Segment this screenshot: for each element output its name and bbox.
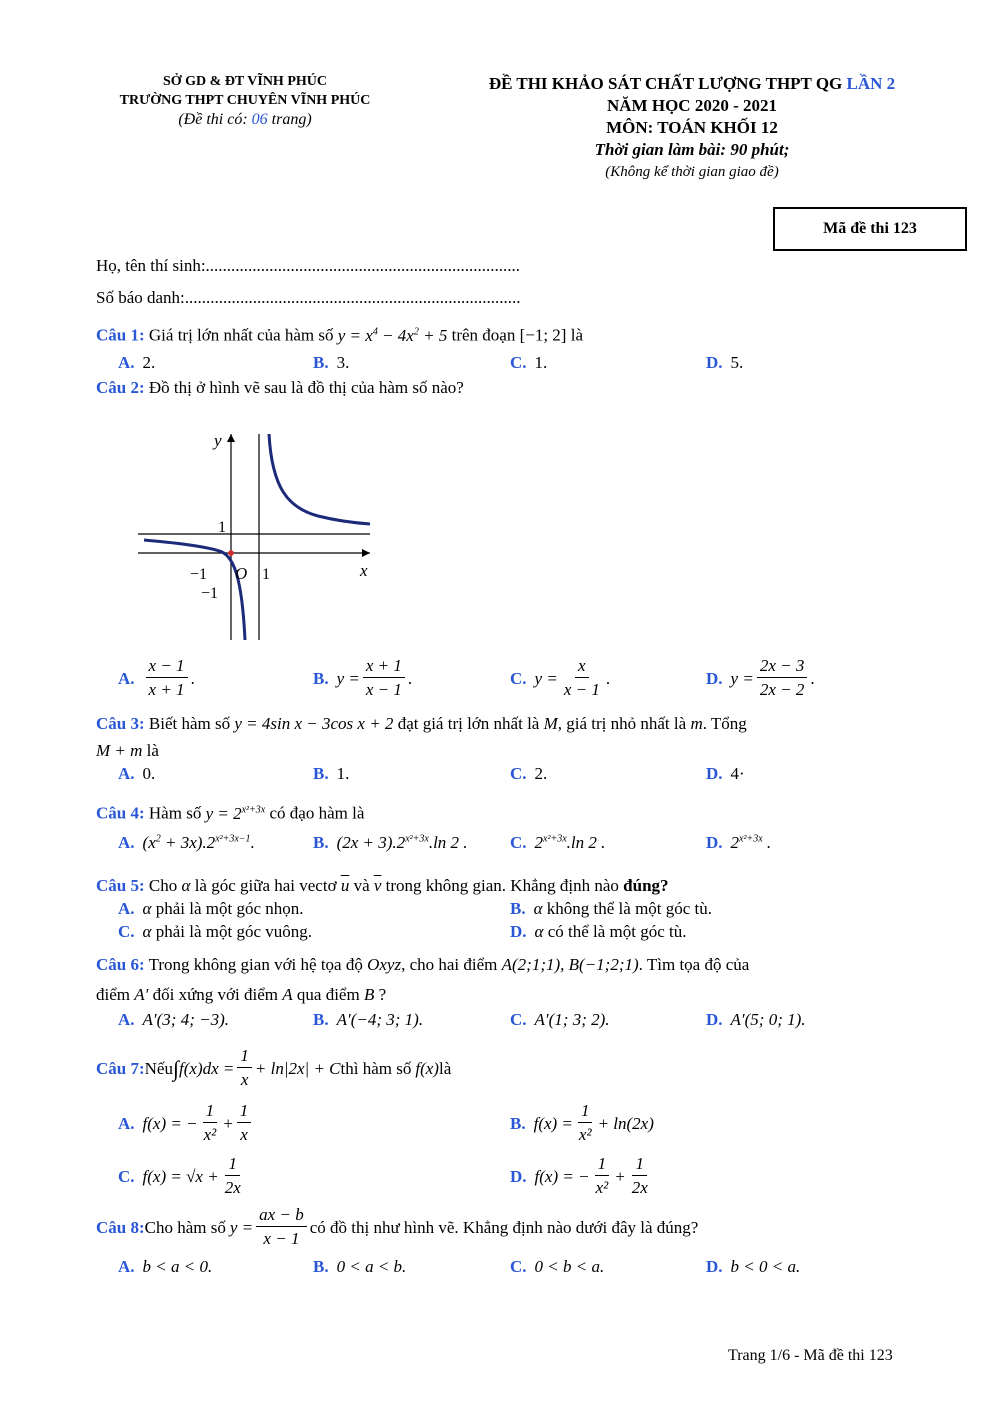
q4-option-a[interactable]: A. $(x^2 + 3x).2^{x^2+3x-1}$. [118, 833, 255, 852]
y-axis-arrow [227, 434, 235, 442]
subject: MÔN: TOÁN KHỐI 12 [606, 118, 778, 137]
q4-option-d[interactable]: D. $2^{x^2+3x}$ . [706, 833, 772, 852]
question-2: Câu 2: Đồ thị ở hình vẽ sau là đồ thị của hàm số nào? [96, 378, 464, 397]
q6-option-b[interactable]: B. A′(−4; 3; 1). [313, 1010, 424, 1029]
question-1: Câu 1: Giá trị lớn nhất của hàm số $y = x^4 - 4x^2 + 5$ trên đoạn [−1; 2] là [96, 325, 583, 345]
school-year: NĂM HỌC 2020 - 2021 [607, 96, 777, 115]
school-name: TRƯỜNG THPT CHUYÊN VĨNH PHÚC [119, 93, 371, 108]
x-axis-arrow [362, 549, 370, 557]
q2-option-d[interactable]: D. y = $\frac{2x - 3}{2x - 2}$ . [706, 656, 815, 699]
exam-code: Mã đề thi 123 [823, 220, 917, 237]
q3-option-d[interactable]: D. 4· [706, 764, 745, 783]
q1-interval: [−1; 2] [519, 325, 567, 345]
origin-label: O [235, 564, 248, 583]
q2-option-a[interactable]: A. $\frac{x - 1}{x + 1}$ . [118, 656, 195, 699]
q6-option-d[interactable]: D. A′(5; 0; 1). [706, 1010, 806, 1029]
q1-option-b[interactable]: B. 3. [313, 353, 350, 372]
q8-option-b[interactable]: B. 0 < a < b. [313, 1257, 407, 1276]
graph-right-branch [269, 434, 370, 524]
question-6-line2: điểm A′ đối xứng với điểm A qua điểm B ? [96, 985, 387, 1004]
department-name: SỞ GD & ĐT VĨNH PHÚC [162, 74, 327, 89]
page-footer: Trang 1/6 - Mã đề thi 123 [728, 1347, 893, 1364]
q4-option-c[interactable]: C. $2^{x^2+3x}.\ln$ 2 . [510, 833, 606, 852]
q3-option-b[interactable]: B. 1. [313, 764, 350, 783]
candidate-name-field: Họ, tên thí sinh:.......................................................................... [96, 256, 521, 275]
q5-option-b[interactable]: B. α không thể là một góc tù. [510, 899, 713, 918]
question-3: Câu 3: Biết hàm số y = 4sin x − 3cos x + 2 đạt giá trị lớn nhất là M, giá trị nhỏ nhất là m. Tổng [96, 714, 747, 733]
q3-option-a[interactable]: A. 0. [118, 764, 156, 783]
q4-option-b[interactable]: B. $(2x + 3).2^{x^2+3x}.\ln$ 2 . [313, 833, 468, 852]
question-7: Câu 7: Nếu ∫ f(x)dx = $\frac{1}{x}$ + ln|2x| + C thì hàm số f(x) là [96, 1046, 452, 1089]
q1-option-c[interactable]: C. 1. [510, 353, 548, 372]
page-count-note: (Đề thi có: 06 trang) [178, 111, 312, 128]
school-header [65, 72, 425, 129]
origin-point [228, 550, 234, 556]
x-axis-label: x [360, 561, 368, 580]
exam-time: Thời gian làm bài: 90 phút; [594, 140, 790, 159]
time-note: (Không kể thời gian giao đề) [605, 164, 779, 180]
q1-option-a[interactable]: A. 2. [118, 353, 156, 372]
q7-option-c[interactable]: C. f(x) = √x + $\frac{1}{2x}$ [118, 1154, 241, 1197]
q6-option-c[interactable]: C. A′(1; 3; 2). [510, 1010, 610, 1029]
q5-option-a[interactable]: A. α phải là một góc nhọn. [118, 899, 304, 918]
q8-option-a[interactable]: A. b < a < 0. [118, 1257, 213, 1276]
question-6: Câu 6: Trong không gian với hệ tọa độ Oxyz, cho hai điểm A(2;1;1), B(−1;2;1). Tìm tọa độ của [96, 955, 750, 974]
question-5: Câu 5: Cho α là góc giữa hai vectơ $\overline{u}$ và $\overline{v}$ trong không gian. Khẳng định nào đúng? [96, 876, 669, 895]
question-4: Câu 4: Hàm số $y = 2^{x^2+3x}$ có đạo hàm là [96, 803, 365, 823]
tick-label-xneg1: −1 [190, 566, 208, 583]
candidate-id-field: Số báo danh:............................................................................... [96, 288, 521, 307]
q7-option-a[interactable]: A. f(x) = − $\frac{1}{\text{x²}}$ + $\frac{1}{x}$ [118, 1100, 254, 1147]
exam-title: ĐỀ THI KHẢO SÁT CHẤT LƯỢNG THPT QG LẦN 2 [488, 74, 896, 93]
q5-option-c[interactable]: C. α phải là một góc vuông. [118, 922, 312, 941]
y-axis-label: y [214, 431, 222, 450]
q7-option-b[interactable]: B. f(x) = $\frac{1}{\text{x²}}$ + ln(2x) [510, 1101, 654, 1144]
exam-code-box [773, 207, 967, 251]
q2-graph [138, 428, 378, 643]
q5-option-d[interactable]: D. α có thể là một góc tù. [510, 922, 687, 941]
q1-option-d[interactable]: D. 5. [706, 353, 744, 372]
q2-option-c[interactable]: C. y = $\frac{x}{x - 1}$ . [510, 656, 611, 699]
tick-label-yneg1: −1 [201, 585, 219, 602]
question-3-line2: M + m là [96, 741, 159, 760]
q3-option-c[interactable]: C. 2. [510, 764, 548, 783]
question-8: Câu 8: Cho hàm số y = $\frac{ax - b}{x - 1}$ có đồ thị như hình vẽ. Khẳng định nào dưới đây là đúng? [96, 1205, 699, 1248]
q8-option-c[interactable]: C. 0 < b < a. [510, 1257, 605, 1276]
exam-header [432, 73, 952, 183]
tick-label-x1: 1 [262, 566, 270, 583]
q8-option-d[interactable]: D. b < 0 < a. [706, 1257, 801, 1276]
tick-label-y1: 1 [218, 519, 226, 536]
q6-option-a[interactable]: A. A′(3; 4; −3). [118, 1010, 230, 1029]
q2-option-b[interactable]: B. y = $\frac{x + 1}{x - 1}$ . [313, 656, 413, 699]
q7-option-d[interactable]: D. f(x) = − $\frac{1}{\text{x²}}$ + $\frac{1}{2x}$ [510, 1154, 648, 1197]
